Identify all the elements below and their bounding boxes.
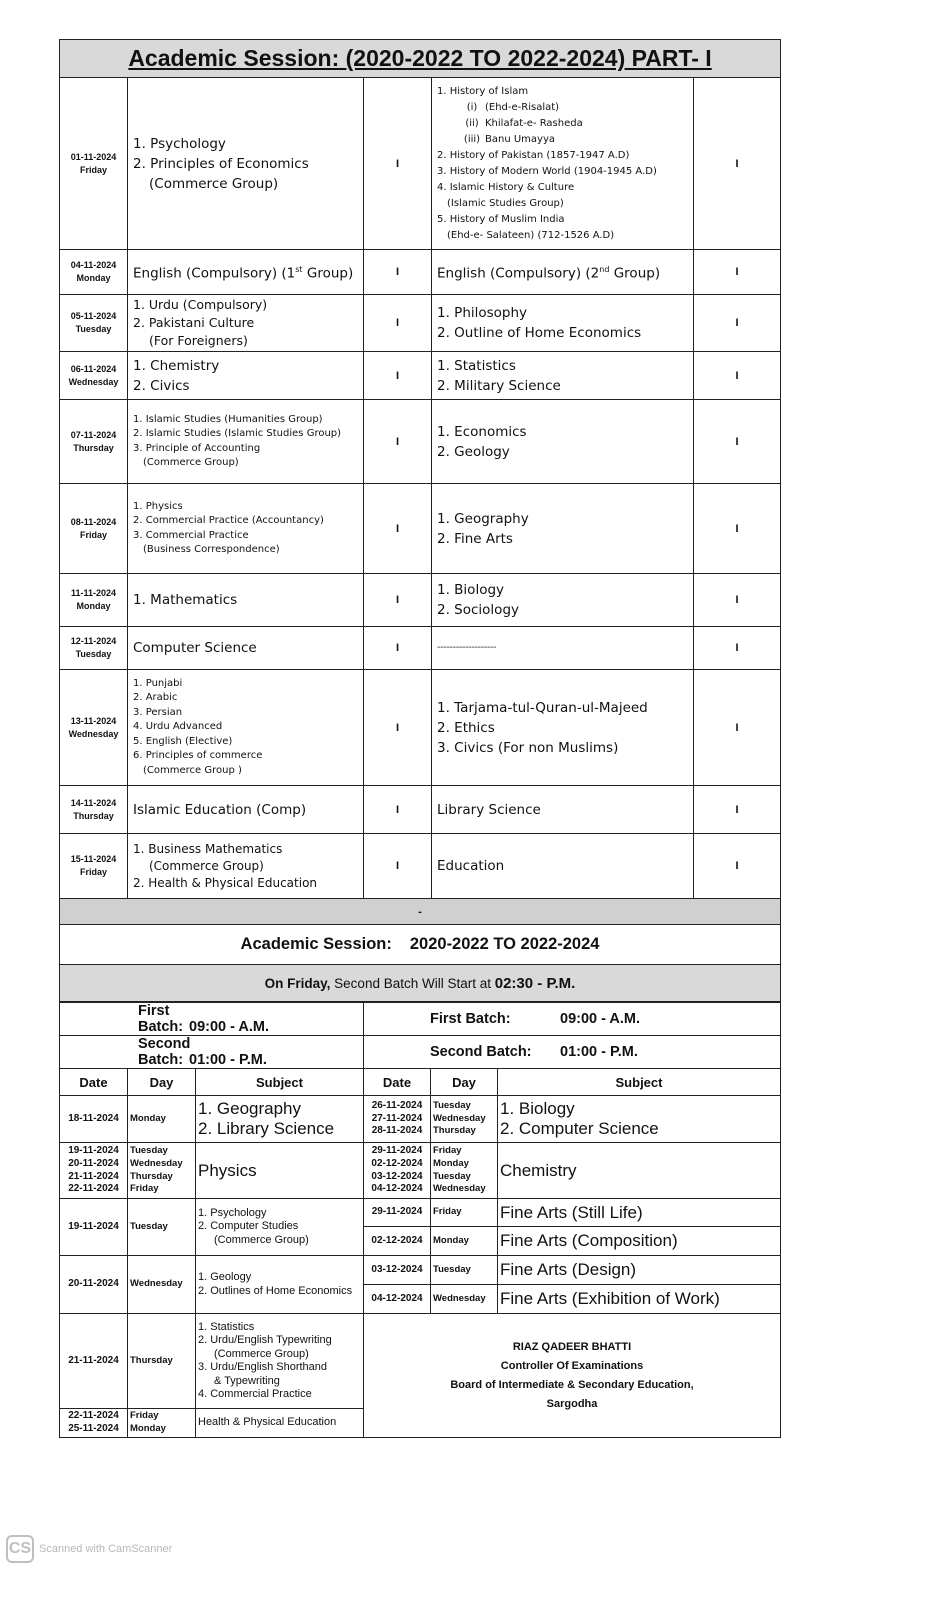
paper-cell: I xyxy=(694,352,781,400)
paper-cell: I xyxy=(364,834,432,899)
header-day: Day xyxy=(128,1069,196,1096)
date-cell: 15-11-2024 Friday xyxy=(60,834,128,899)
subject-cell: 1. Business Mathematics (Commerce Group) 2. Health & Physical Education xyxy=(128,834,364,899)
paper-cell: I xyxy=(694,484,781,574)
subject-cell: 1. Tarjama-tul-Quran-ul-Majeed 2. Ethics 3. Civics (For non Muslims) xyxy=(432,670,694,786)
paper-cell: I xyxy=(694,78,781,250)
paper-cell: I xyxy=(364,786,432,834)
day-cell: Monday xyxy=(431,1227,498,1256)
subject-cell: 1. Statistics 2. Urdu/English Typewriting (Commerce Group) 3. Urdu/English Shorthand & Typewriting 4. Commercial Practice xyxy=(196,1314,364,1409)
date-cell: 29-11-2024 xyxy=(364,1199,431,1227)
table-row xyxy=(60,352,781,400)
subject-cell: 1. Physics 2. Commercial Practice (Accountancy) 3. Commercial Practice (Business Correspondence) xyxy=(128,484,364,574)
subject-cell: 1. Urdu (Compulsory) 2. Pakistani Culture (For Foreigners) xyxy=(128,295,364,352)
table-row xyxy=(60,250,781,295)
date-cell: 07-11-2024 Thursday xyxy=(60,400,128,484)
subject-cell: 1. Biology 2. Computer Science xyxy=(498,1096,781,1143)
subject-cell: 1. Chemistry 2. Civics xyxy=(128,352,364,400)
table-row xyxy=(60,574,781,627)
paper-cell: I xyxy=(364,670,432,786)
subject-cell: Islamic Education (Comp) xyxy=(128,786,364,834)
first-batch-right: First Batch: 09:00 - A.M. xyxy=(364,1003,781,1036)
paper-cell: I xyxy=(694,834,781,899)
paper-cell: I xyxy=(694,400,781,484)
subject-cell: Computer Science xyxy=(128,627,364,670)
day-cell: Tuesday xyxy=(431,1256,498,1285)
part1-title: Academic Session: (2020-2022 TO 2022-2024) PART- I xyxy=(60,40,781,78)
section-separator: - xyxy=(60,899,781,925)
subject-cell: 1. Biology 2. Sociology xyxy=(432,574,694,627)
subject-cell: 1. Psychology 2. Computer Studies (Commerce Group) xyxy=(196,1199,364,1256)
subject-cell: 1. Mathematics xyxy=(128,574,364,627)
table-row xyxy=(60,1314,781,1409)
table-row xyxy=(60,1256,781,1285)
date-cell: 05-11-2024 Tuesday xyxy=(60,295,128,352)
day-cell: Tuesday Wednesday Thursday xyxy=(431,1096,498,1143)
header-date: Date xyxy=(60,1069,128,1096)
header-subject: Subject xyxy=(498,1069,781,1096)
day-cell: Friday xyxy=(431,1199,498,1227)
table-row xyxy=(60,1199,781,1227)
paper-cell: I xyxy=(364,484,432,574)
date-cell: 08-11-2024 Friday xyxy=(60,484,128,574)
subject-cell: Fine Arts (Still Life) xyxy=(498,1199,781,1227)
subject-cell: Library Science xyxy=(432,786,694,834)
table-row xyxy=(60,786,781,834)
day-cell: Tuesday Wednesday Thursday Friday xyxy=(128,1143,196,1199)
watermark-text: Scanned with CamScanner xyxy=(39,1543,173,1555)
second-batch-right: Second Batch: 01:00 - P.M. xyxy=(364,1036,781,1069)
date-cell: 02-12-2024 xyxy=(364,1227,431,1256)
header-date: Date xyxy=(364,1069,431,1096)
part1-table xyxy=(59,39,781,1002)
subject-cell: English (Compulsory) (2nd Group) xyxy=(432,250,694,295)
subject-cell: 1. History of Islam (i) (Ehd-e-Risalat) (ii) Khilafat-e- Rasheda (iii) Banu Umayya 2. History of Pakistan (1857-1947 A.D) 3. History of Modern World (1904-1945 A.D) 4. Islamic History & Culture (Islamic Studies Group) 5. History of Muslim India (Ehd-e- Salateen) (712-1526 A.D) xyxy=(432,78,694,250)
day-cell: Wednesday xyxy=(128,1256,196,1314)
date-cell: 19-11-2024 20-11-2024 21-11-2024 22-11-2024 xyxy=(60,1143,128,1199)
friday-note: On Friday, Second Batch Will Start at 02:30 - P.M. xyxy=(60,965,781,1002)
day-cell: Wednesday xyxy=(431,1285,498,1314)
subject-cell: Education xyxy=(432,834,694,899)
paper-cell: I xyxy=(694,250,781,295)
paper-cell: I xyxy=(364,295,432,352)
first-batch-left: First Batch: 09:00 - A.M. xyxy=(60,1003,364,1036)
subject-cell: Fine Arts (Exhibition of Work) xyxy=(498,1285,781,1314)
subject-cell: 1. Geology 2. Outlines of Home Economics xyxy=(196,1256,364,1314)
subject-cell: Health & Physical Education xyxy=(196,1409,364,1438)
table-row xyxy=(60,670,781,786)
table-row xyxy=(60,1143,781,1199)
subject-cell: 1. Geography 2. Fine Arts xyxy=(432,484,694,574)
camscanner-logo: CS xyxy=(6,1535,34,1563)
part2-table xyxy=(59,1002,781,1438)
second-batch-left: Second Batch: 01:00 - P.M. xyxy=(60,1036,364,1069)
subject-cell: 1. Islamic Studies (Humanities Group) 2. Islamic Studies (Islamic Studies Group) 3. Principle of Accounting (Commerce Group) xyxy=(128,400,364,484)
session-title: Academic Session: 2020-2022 TO 2022-2024 xyxy=(60,925,781,965)
controller-signature: RIAZ QADEER BHATTI Controller Of Examinations Board of Intermediate & Secondary Education, Sargodha xyxy=(364,1314,781,1438)
paper-cell: I xyxy=(364,352,432,400)
paper-cell: I xyxy=(694,574,781,627)
header-day: Day xyxy=(431,1069,498,1096)
paper-cell: I xyxy=(364,400,432,484)
table-row xyxy=(60,1096,781,1143)
date-cell: 13-11-2024 Wednesday xyxy=(60,670,128,786)
paper-cell: I xyxy=(694,786,781,834)
date-sheet xyxy=(59,39,780,1438)
date-cell: 20-11-2024 xyxy=(60,1256,128,1314)
date-cell: 03-12-2024 xyxy=(364,1256,431,1285)
subject-cell: 1. Punjabi 2. Arabic 3. Persian 4. Urdu Advanced 5. English (Elective) 6. Principles of commerce (Commerce Group ) xyxy=(128,670,364,786)
camscanner-watermark xyxy=(6,1535,172,1563)
subject-cell: 1. Philosophy 2. Outline of Home Economics xyxy=(432,295,694,352)
date-cell: 04-12-2024 xyxy=(364,1285,431,1314)
date-cell: 26-11-2024 27-11-2024 28-11-2024 xyxy=(364,1096,431,1143)
table-row xyxy=(60,400,781,484)
subject-cell: Fine Arts (Design) xyxy=(498,1256,781,1285)
subject-cell: ------------------- xyxy=(432,627,694,670)
paper-cell: I xyxy=(694,627,781,670)
table-row xyxy=(60,627,781,670)
subject-cell: 1. Economics 2. Geology xyxy=(432,400,694,484)
date-cell: 18-11-2024 xyxy=(60,1096,128,1143)
table-row xyxy=(60,78,781,250)
paper-cell: I xyxy=(364,78,432,250)
date-cell: 12-11-2024 Tuesday xyxy=(60,627,128,670)
day-cell: Monday xyxy=(128,1096,196,1143)
date-cell: 14-11-2024 Thursday xyxy=(60,786,128,834)
subject-cell: Physics xyxy=(196,1143,364,1199)
paper-cell: I xyxy=(364,627,432,670)
paper-cell: I xyxy=(364,574,432,627)
day-cell: Thursday xyxy=(128,1314,196,1409)
day-cell: Tuesday xyxy=(128,1199,196,1256)
table-row xyxy=(60,295,781,352)
subject-cell: Chemistry xyxy=(498,1143,781,1199)
paper-cell: I xyxy=(364,250,432,295)
day-cell: Friday Monday Tuesday Wednesday xyxy=(431,1143,498,1199)
paper-cell: I xyxy=(694,670,781,786)
date-cell: 29-11-2024 02-12-2024 03-12-2024 04-12-2024 xyxy=(364,1143,431,1199)
paper-cell: I xyxy=(694,295,781,352)
subject-cell: 1. Geography 2. Library Science xyxy=(196,1096,364,1143)
date-cell: 11-11-2024 Monday xyxy=(60,574,128,627)
date-cell: 06-11-2024 Wednesday xyxy=(60,352,128,400)
table-row xyxy=(60,834,781,899)
date-cell: 21-11-2024 xyxy=(60,1314,128,1409)
date-cell: 19-11-2024 xyxy=(60,1199,128,1256)
header-subject: Subject xyxy=(196,1069,364,1096)
table-row xyxy=(60,484,781,574)
subject-cell: Fine Arts (Composition) xyxy=(498,1227,781,1256)
date-cell: 22-11-2024 25-11-2024 xyxy=(60,1409,128,1438)
day-cell: Friday Monday xyxy=(128,1409,196,1438)
date-cell: 04-11-2024 Monday xyxy=(60,250,128,295)
subject-cell: 1. Statistics 2. Military Science xyxy=(432,352,694,400)
subject-cell: English (Compulsory) (1st Group) xyxy=(128,250,364,295)
date-cell: 01-11-2024 Friday xyxy=(60,78,128,250)
subject-cell: 1. Psychology 2. Principles of Economics (Commerce Group) xyxy=(128,78,364,250)
